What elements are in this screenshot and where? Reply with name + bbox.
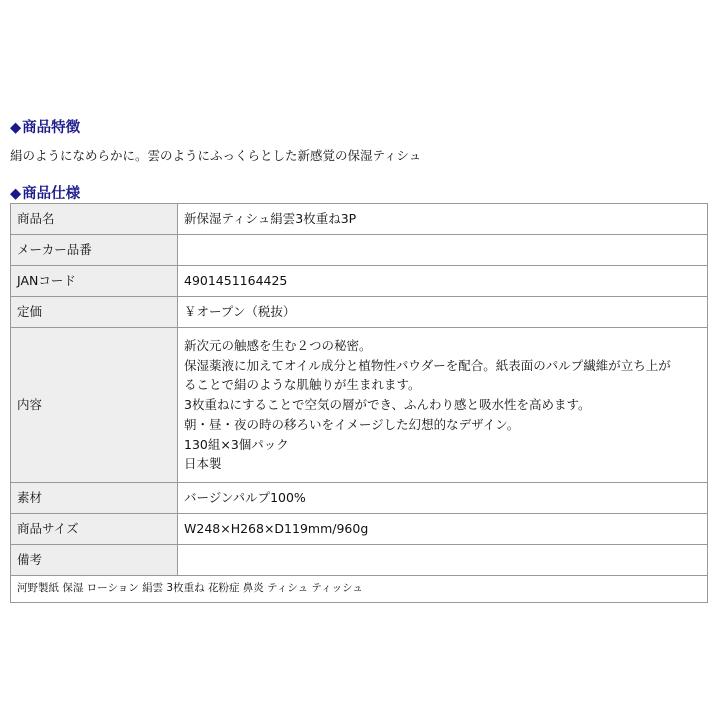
- spec-row-size: [11, 514, 708, 545]
- spec-value: [178, 545, 708, 576]
- spec-label: 素材: [11, 483, 178, 514]
- spec-label: JANコード: [11, 266, 178, 297]
- keywords-text: 河野製紙 保湿 ローション 絹雲 3枚重ね 花粉症 鼻炎 ティシュ ティッシュ: [11, 576, 708, 603]
- spec-table: [10, 203, 708, 603]
- diamond-bullet-icon: ◆: [10, 186, 22, 202]
- contents-line: 130組×3個パック: [184, 436, 289, 452]
- features-heading: [10, 116, 80, 137]
- spec-value: 新保湿ティシュ絹雲3枚重ね3P: [178, 204, 708, 235]
- spec-row-price: [11, 297, 708, 328]
- spec-label: メーカー品番: [11, 235, 178, 266]
- spec-heading-text: 商品仕様: [22, 186, 81, 202]
- spec-row-material: [11, 483, 708, 514]
- spec-value-contents: [178, 328, 708, 483]
- spec-label: 定価: [11, 297, 178, 328]
- spec-row-product-name: [11, 204, 708, 235]
- spec-value: ￥オープン（税抜）: [178, 297, 708, 328]
- contents-line: 保湿薬液に加えてオイル成分と植物性パウダーを配合。紙表面のパルプ繊維が立ち上が: [184, 357, 671, 373]
- spec-row-jan-code: [11, 266, 708, 297]
- spec-heading: [10, 182, 80, 203]
- contents-line: ることで絹のような肌触りが生まれます。: [184, 377, 421, 393]
- spec-label: 内容: [11, 328, 178, 483]
- spec-value: 4901451164425: [178, 266, 708, 297]
- diamond-bullet-icon: ◆: [10, 120, 22, 136]
- spec-row-keywords: [11, 576, 708, 603]
- contents-line: 朝・昼・夜の時の移ろいをイメージした幻想的なデザイン。: [184, 416, 520, 432]
- spec-row-maker-number: [11, 235, 708, 266]
- spec-value: W248×H268×D119mm/960g: [178, 514, 708, 545]
- spec-label: 商品サイズ: [11, 514, 178, 545]
- spec-row-remarks: [11, 545, 708, 576]
- contents-line: 3枚重ねにすることで空気の層ができ、ふんわり感と吸水性を高めます。: [184, 397, 591, 413]
- spec-value: バージンパルプ100%: [178, 483, 708, 514]
- spec-value: [178, 235, 708, 266]
- contents-line: 新次元の触感を生む２つの秘密。: [184, 337, 372, 353]
- spec-label: 備考: [11, 545, 178, 576]
- contents-line: 日本製: [184, 456, 222, 472]
- features-heading-text: 商品特徴: [22, 120, 81, 136]
- features-description: 絹のようになめらかに。雲のようにふっくらとした新感覚の保湿ティシュ: [10, 148, 422, 163]
- spec-row-contents: [11, 328, 708, 483]
- spec-label: 商品名: [11, 204, 178, 235]
